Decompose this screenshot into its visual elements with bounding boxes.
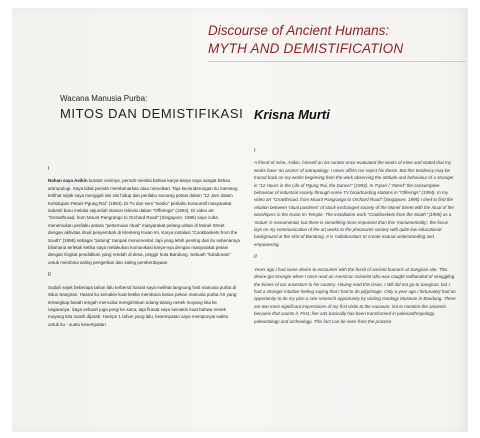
section-marker-1: I (254, 148, 256, 154)
english-title-line2: MYTH AND DEMISTIFICATION (208, 41, 404, 56)
indonesian-paragraph-1 (48, 177, 240, 266)
book-page (12, 8, 468, 432)
section-marker-2: II (254, 254, 257, 261)
indonesian-heading: MITOS DAN DEMISTIFIKASI (60, 106, 244, 121)
section-marker-2: II (48, 272, 51, 279)
english-paragraph-2: Years ago I had some desire to encounter with the fossil of ancient humans at Sangiran site. This desire got stronger when I once read an American scientist who was caught redhanded of smuggling the bones of our ancestors to his country. Having read this issue, I still did not go to Sangiran, but I had a stronger intuitive feeling saying that I had to do pilgrimage. Only a year ago I fortunately had an opportunity to do my plan a rare research opportunity by visiting Geology Museum in Bandung. There are two most significant impressions of my first visits to the museum. not to mention the ancients because that counts it. First, fine arts basically has been transformed in paleoanthropology, paleontology and archeology. This fact can be seen from the practice (254, 266, 456, 324)
indonesian-text-column (48, 166, 240, 328)
author-name: Krisna Murti (254, 107, 330, 122)
indonesian-subtitle: Wacana Manusia Purba: (60, 94, 148, 103)
section-marker-1: I (48, 166, 50, 172)
english-title-line1: Discourse of Ancient Humans: (208, 23, 390, 38)
indonesian-paragraph-2: Sudah sejak beberapa tahun lalu terbersit hasrat saya melihat langsung fosil manusia purba di Situs Sangiran. Hasrat itu semakin kuat ketika membaca kasus pekan manusia purba AS yang tertangkap basah tengah mencoba mengirimkan tulang-tulang nenek moyang kita ke negaranya. Saya sebuah juga pergi ke sana, tapi firasat saya semakin kuat bahwa nenek moyang kita masih dijarah. Hampir 1 tahun yang lalu, kesempatan saya mempunyai waktu untuk itu - suatu kesempatan (48, 284, 237, 327)
paragraph-body: kurator seninya, pernah menilai bahwa karya-karya saya sangat bebau antropologi. Saya tidak pernah membenarkan atau menolkan. Tapi kecenderungan itu memang terlihat sejak saya menggali sisi sisi hidup dan perilaku seorang petani dalam "12 Jam dalam Kehidupan Petani Pgung Rai" (1993). Di Tv dan seni "medio" perilaku konsumtif masyarakat industri baru melalui sejumlah stasiun televisi dalam "Offerings" (1994). Di video art "Genwthroad, from Mount Pangrango to Orchard Road" (Singapore, 1995) saya coba menemukan perilaku antara "pertemuan ritual" masyarakat pelang-urban di Monel Street dengan aktivitas ritual penyembah di Klenteng Kwan Im. Karya instalasi "Cookbaskets from the South" (1995) sebagai "patung" tampak monumental, tapi yang lebih penting dari itu sebenarnya bilamana terletak ketika saya melakukan komunikasi karya-nya dengan masyarakat petani dengan tingkat pendidikan yang rendah di desa, pinggir kota Bandung. Sebuah "kolaborasi" untuk membina saling pengertian dan saling pemberdayaan. (48, 178, 240, 265)
english-text-column (254, 148, 456, 325)
english-paragraph-1: A friend of mine, Asikin, himself an art curator once evaluated the works of mine and stated that my works have 'an aroma' of antropology. I never affirm nor reject his thesis. But this tendency may be traced back on my works beginning from the work observing the attitude and behaviour of a stranger in "12 Hours in the Life of Pgung Rai, the Dancer" (1993). In Tvpari / "Interd" the consumptive behaviour of industrial society through some TV broadcasting stations in "Offerings" (1994). In my video art "Growthroad, from Mount Pangrango to Orchard Road" (Singapore, 1995) I tried to find the relation between 'ritual pastimes' of stock exchanged society of the Monel Street with the ritual of the worshipers in the Kwan Im Temple. The installation work "Cookbaskets from the South" (1995) as a 'statue' is monumental, but there is something more important than this 'monumentality', the focus lays on my communication of the art works to the pheasants society with quite low educational background at the skirt of Bandung. It is 'collaboration' to create mutual understanding and empowering. (254, 160, 454, 247)
paragraph-lead: Rahan saya Asikin (48, 178, 88, 184)
title-block (208, 22, 466, 62)
